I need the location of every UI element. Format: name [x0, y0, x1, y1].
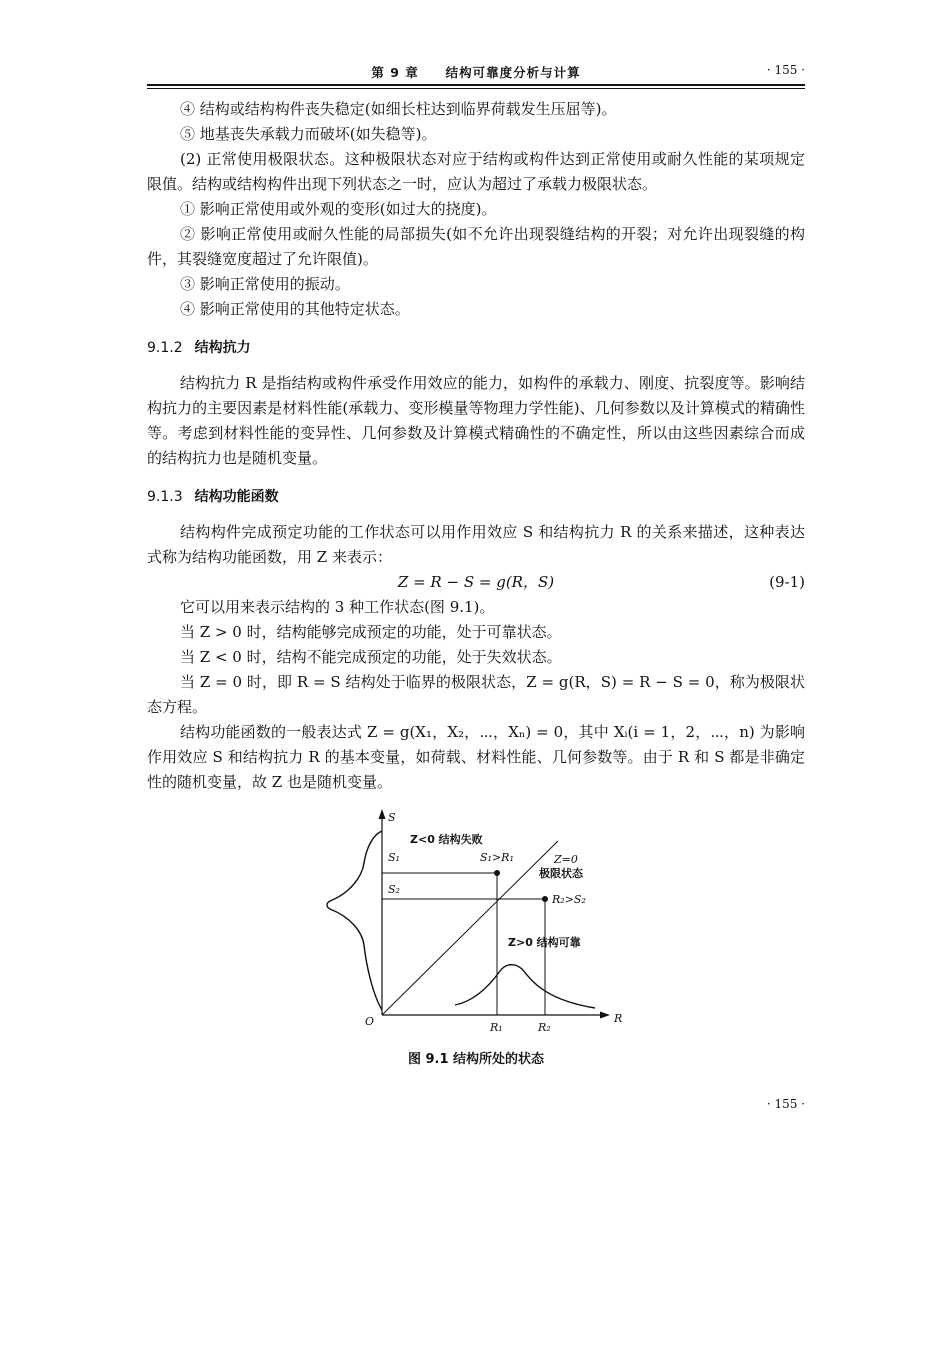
section-number: 9.1.2 [147, 340, 183, 356]
page-body [147, 97, 805, 795]
s2-label: S₂ [388, 883, 400, 896]
list-item: ② 影响正常使用或耐久性能的局部损失(如不允许出现裂缝结构的开裂；对允许出现裂缝的构件，其裂缝宽度超过了允许限值)。 [147, 225, 805, 268]
reliable-label: Z>0 结构可靠 [508, 936, 581, 949]
section-title: 结构抗力 [194, 340, 251, 356]
list-item: ① 影响正常使用或外观的变形(如过大的挠度)。 [180, 200, 497, 218]
equation-body: Z = R − S = g(R，S) [397, 573, 555, 591]
paragraph-line: 结构功能函数的一般表达式 Z = g(X₁，X₂，⋯，Xₙ) = 0，其中 Xᵢ(i = 1，2，⋯，n) 为影响作用效应 S 和结构抗力 R 的基本变量，如荷载、材料性能、几何参数等。由于 R 和 S 都是非确定性的随机变量，故 Z 也是随机变量。 [147, 723, 805, 791]
paragraph-line: 当 Z > 0 时，结构能够完成预定的功能，处于可靠状态。 [180, 623, 562, 641]
paragraph-line: 它可以用来表示结构的 3 种工作状态(图 9.1)。 [180, 598, 495, 616]
limit-state-label: 极限状态 [539, 867, 583, 880]
s1-label: S₁ [388, 851, 400, 864]
chapter-title: 结构可靠度分析与计算 [445, 65, 581, 80]
failure-label: Z<0 结构失败 [410, 833, 483, 846]
header-page-number: · 155 · [766, 63, 805, 77]
s-axis-arrow-icon [379, 809, 386, 819]
chapter-number: 第 9 章 [371, 65, 419, 80]
r-distribution-curve [455, 965, 595, 1008]
r-axis-label: R [614, 1012, 623, 1025]
paragraph-line: 当 Z = 0 时，即 R = S 结构处于临界的极限状态，Z = g(R，S) = R − S = 0，称为极限状态方程。 [147, 673, 805, 716]
point-s1-r1 [494, 870, 500, 876]
list-item: ⑤ 地基丧失承载力而破坏(如失稳等)。 [180, 125, 437, 143]
s1-gt-r1-label: S₁>R₁ [480, 851, 514, 864]
z-eq-0-label: Z=0 [554, 853, 578, 866]
footer-page-number: · 155 · [766, 1097, 805, 1111]
running-header [147, 60, 805, 84]
equation-number: (9-1) [769, 573, 805, 591]
section-title: 结构功能函数 [194, 489, 279, 505]
list-item: ④ 影响正常使用的其他特定状态。 [180, 300, 410, 318]
section-heading-913 [147, 485, 805, 509]
state-diagram [320, 805, 640, 1040]
serviceability-intro: (2) 正常使用极限状态。这种极限状态对应于结构或构件达到正常使用或耐久性能的某项规定限值。结构或结构构件出现下列状态之一时，应认为超过了承载力极限状态。 [147, 150, 805, 193]
header-rule-thin [147, 88, 805, 89]
point-s2-r2 [542, 896, 548, 902]
section-number: 9.1.3 [147, 489, 183, 505]
running-header-title [147, 63, 805, 81]
paragraph: 结构抗力 R 是指结构或构件承受作用效应的能力，如构件的承载力、刚度、抗裂度等。影响结构抗力的主要因素是材料性能(承载力、变形模量等物理力学性能)、几何参数以及计算模式的精确性等。考虑到材料性能的变异性、几何参数及计算模式精确性的不确定性，所以由这些因素综合而成的结构抗力也是随机变量。 [147, 374, 805, 467]
r1-label: R₁ [490, 1021, 503, 1034]
r2-label: R₂ [538, 1021, 551, 1034]
header-rule-thick [147, 84, 805, 86]
paragraph: 结构构件完成预定功能的工作状态可以用作用效应 S 和结构抗力 R 的关系来描述，这种表达式称为结构功能函数，用 Z 来表示： [147, 523, 805, 566]
s-distribution-curve [327, 831, 382, 1010]
r2-gt-s2-label: R₂>S₂ [552, 893, 586, 906]
figure-9-1 [320, 805, 640, 1040]
r-axis-arrow-icon [600, 1012, 610, 1019]
list-item: ④ 结构或结构构件丧失稳定(如细长柱达到临界荷载发生压屈等)。 [180, 100, 617, 118]
figure-caption: 图 9.1 结构所处的状态 [407, 1052, 545, 1067]
equation-9-1 [147, 570, 805, 595]
section-heading-912 [147, 336, 805, 360]
origin-label: O [365, 1015, 375, 1028]
list-item: ③ 影响正常使用的振动。 [180, 275, 350, 293]
limit-state-line [382, 841, 558, 1015]
paragraph-line: 当 Z < 0 时，结构不能完成预定的功能，处于失效状态。 [180, 648, 562, 666]
s-axis-label: S [388, 811, 396, 824]
